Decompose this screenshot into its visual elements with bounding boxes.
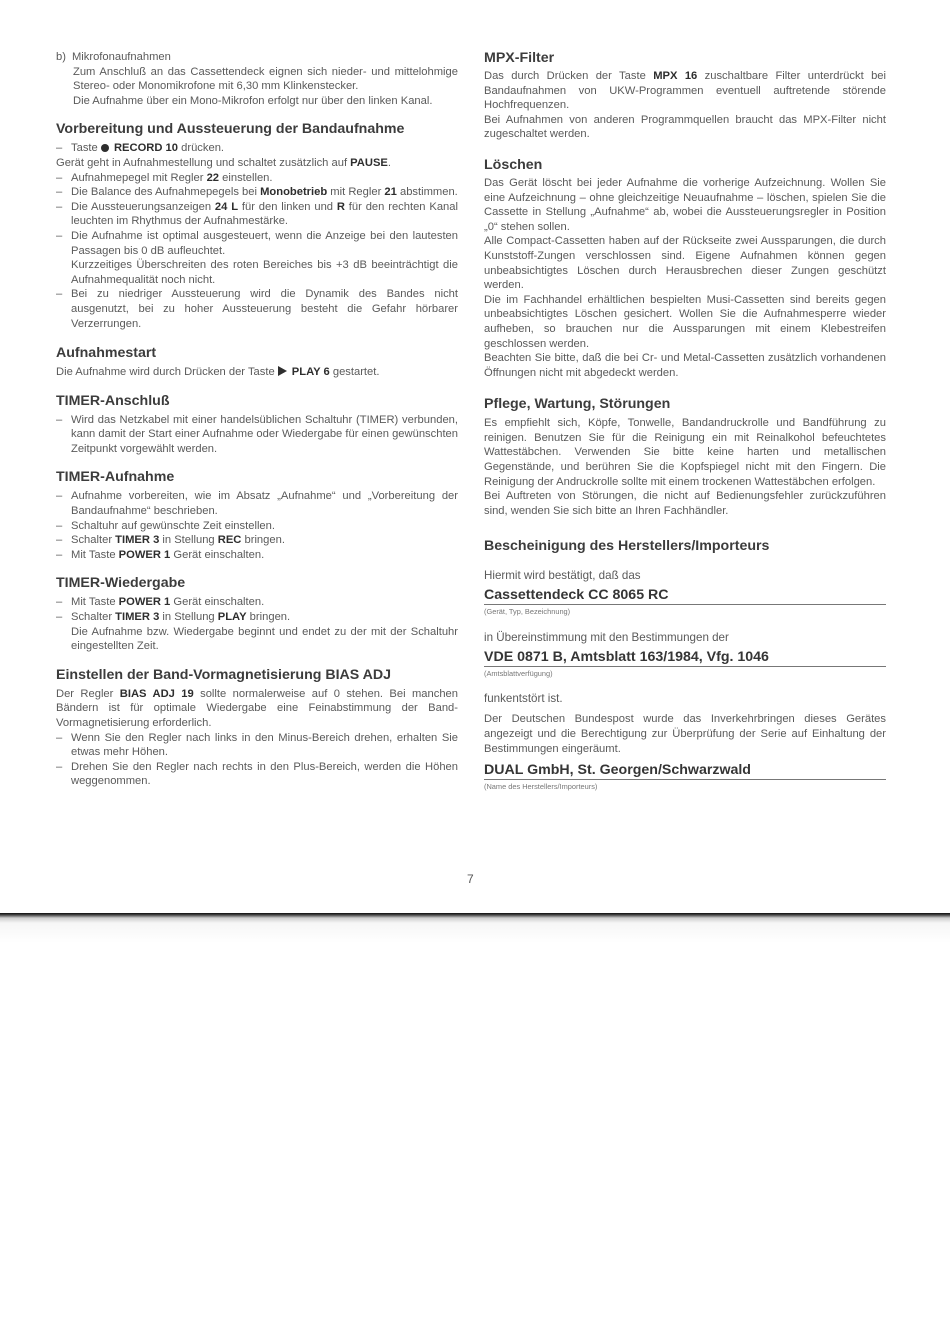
certificate-text: Der Deutschen Bundespost wurde das Inverkehrbringen dieses Gerätes angezeigt und die Berechtigung zur Überprüfung der Serie auf Einhaltung der Bestimmungen eingeräumt. <box>484 713 886 755</box>
paragraph: Gerät geht in Aufnahmestellung und schaltet zusätzlich auf PAUSE. <box>56 156 391 169</box>
paragraph: Die Aufnahme wird durch Drücken der Taste PLAY 6 gestartet. <box>56 366 380 379</box>
list-item: – Taste RECORD 10 drücken. <box>56 141 458 156</box>
paragraph: Bei Aufnahmen von anderen Programmquellen braucht das MPX-Filter nicht zugeschaltet werden. <box>484 113 886 141</box>
section-timer-wiedergabe <box>56 575 458 653</box>
paragraph: Die Aufnahme bzw. Wiedergabe beginnt und endet zu der mit der Schaltuhr eingestellten Zeit. <box>71 625 458 653</box>
list-item: – Schalter TIMER 3 in Stellung PLAY bringen. <box>56 610 458 625</box>
list-item: – Bei zu niedriger Aussteuerung wird die Dynamik des Bandes nicht ausgenutzt, bei zu hoher Aussteuerung besteht die Gefahr hörbarer Verzerrungen. <box>56 287 458 331</box>
section-heading: Vorbereitung und Aussteuerung der Bandaufnahme <box>56 121 405 138</box>
section-heading: Löschen <box>484 156 543 173</box>
list-item: – Aufnahmepegel mit Regler 22 einstellen. <box>56 171 458 186</box>
section-loeschen <box>484 157 886 380</box>
paragraph: Es empfiehlt sich, Köpfe, Tonwelle, Bandandruckrolle und Bandführung zu reinigen. Benutzen Sie für die Reinigung ein mit Reinalkohol befeuchtetes Wattestäbchen. Verwenden Sie bitte keine harten und metallischen Gegenstände, und berühren Sie die Kopfspiegel nicht mit den Fingern. Die Reinigung der Andruckrolle sollte mit einem trockenen Wattestäbchen erfolgen. <box>484 417 886 488</box>
list-item: – Schalter TIMER 3 in Stellung REC bringen. <box>56 533 458 548</box>
list-item: – Die Aufnahme ist optimal ausgesteuert, wenn die Anzeige bei den lautesten Passagen bis 0 dB aufleuchtet. <box>56 229 458 258</box>
certificate-text: Hiermit wird bestätigt, daß das <box>484 569 641 583</box>
list-item: – Schaltuhr auf gewünschte Zeit einstellen. <box>56 519 458 534</box>
list-item: – Die Aussteuerungsanzeigen 24 L für den linken und R für den rechten Kanal leuchten im Rhythmus der Aufnahmestärke. <box>56 200 458 229</box>
list-item: – Aufnahme vorbereiten, wie im Absatz „Aufnahme“ und „Vorbereitung der Bandaufnahme“ beschrieben. <box>56 489 458 518</box>
certificate-text: funkentstört ist. <box>484 692 563 706</box>
paragraph: Der Regler BIAS ADJ 19 sollte normalerweise auf 0 stehen. Bei manchen Bändern ist für optimale Wiedergabe eine Feinabstimmung der Band-Vormagnetisierung erforderlich. <box>56 687 459 729</box>
section-vorbereitung <box>56 121 458 331</box>
section-heading: TIMER-Wiedergabe <box>56 575 186 592</box>
paragraph: Kurzzeitiges Überschreiten des roten Bereiches bis +3 dB beeinträchtigt die Aufnahmequalität noch nicht. <box>71 259 458 286</box>
section-timer-aufnahme <box>56 469 458 562</box>
section-timer-anschluss <box>56 393 458 457</box>
manufacturer-name: DUAL GmbH, St. Georgen/Schwarzwald <box>484 762 886 780</box>
device-caption: (Gerät, Typ, Bezeichnung) <box>484 607 571 617</box>
play-triangle-icon <box>278 366 287 376</box>
section-heading: Pflege, Wartung, Störungen <box>484 396 671 413</box>
manufacturer-caption: (Name des Herstellers/Importeurs) <box>484 782 598 792</box>
section-mikrofonaufnahmen <box>56 50 458 108</box>
certificate-text: in Übereinstimmung mit den Bestimmungen der <box>484 631 729 645</box>
section-heading: TIMER-Anschluß <box>56 392 170 409</box>
section-heading: TIMER-Aufnahme <box>56 469 175 486</box>
paragraph: Beachten Sie bitte, daß die bei Cr- und Metal-Cassetten zusätzlich vorhandenen Öffnungen nicht mit abgedeckt werden. <box>484 352 886 379</box>
section-mpx-filter <box>484 50 886 142</box>
norm-reference: VDE 0871 B, Amtsblatt 163/1984, Vfg. 1046 <box>484 649 886 667</box>
section-aufnahmestart <box>56 345 458 380</box>
section-bescheinigung <box>484 538 886 791</box>
list-item: – Die Balance des Aufnahmepegels bei Monobetrieb mit Regler 21 abstimmen. <box>56 185 458 200</box>
list-item: – Mit Taste POWER 1 Gerät einschalten. <box>56 595 458 610</box>
paragraph: Zum Anschluß an das Cassettendeck eignen sich nieder- und mittelohmige Stereo- oder Monomikrofone mit 6,30 mm Klinkenstecker. <box>73 65 458 93</box>
paragraph: Die Aufnahme über ein Mono-Mikrofon erfolgt nur über den linken Kanal. <box>73 94 433 107</box>
subsection-title: Mikrofonaufnahmen <box>71 51 171 63</box>
item-label: b) <box>56 51 66 63</box>
paragraph: Alle Compact-Cassetten haben auf der Rückseite zwei Aussparungen, die durch Kunststoff-Zungen verschlossen sind. Eigene Aufnahmen können gegen unbeabsichtigtes Löschen durch Herausbrechen dieser Zungen geschützt werden. <box>484 235 886 292</box>
paragraph: Das Gerät löscht bei jeder Aufnahme die vorherige Aufzeichnung. Wollen Sie eine Aufzeichnung – ohne gleichzeitige Neuaufnahme – löschen, spielen Sie die Cassette in Stellung „Aufnahme“ ab, wobei die Aussteuerungsregler in Position „0“ stehen sollen. <box>484 176 886 233</box>
section-heading: Bescheinigung des Herstellers/Importeurs <box>484 538 770 555</box>
record-dot-icon <box>101 144 109 152</box>
section-pflege <box>484 396 886 518</box>
left-column <box>56 50 458 789</box>
list-item: – Drehen Sie den Regler nach rechts in den Plus-Bereich, werden die Höhen weggenommen. <box>56 760 458 789</box>
list-item: – Wird das Netzkabel mit einer handelsüblichen Schaltuhr (TIMER) verbunden, kann damit der Start einer Aufnahme oder Wiedergabe für einen gewünschten Zeitpunkt vorgewählt werden. <box>56 413 458 457</box>
section-heading: Einstellen der Band-Vormagnetisierung BIAS ADJ <box>56 666 392 683</box>
list-item: – Wenn Sie den Regler nach links in den Minus-Bereich drehen, erhalten Sie etwas mehr Höhen. <box>56 731 458 760</box>
right-column <box>484 50 886 791</box>
device-name: Cassettendeck CC 8065 RC <box>484 587 886 605</box>
norm-caption: (Amtsblattverfügung) <box>484 669 553 679</box>
scan-edge-shadow <box>0 913 950 1343</box>
list-item: – Mit Taste POWER 1 Gerät einschalten. <box>56 548 458 563</box>
section-heading: MPX-Filter <box>484 50 555 66</box>
page-number: 7 <box>467 872 474 886</box>
paragraph: Das durch Drücken der Taste MPX 16 zuschaltbare Filter unterdrückt bei Bandaufnahmen von UKW-Programmen eventuell auftretende störende Hochfrequenzen. <box>484 70 886 112</box>
paragraph: Bei Auftreten von Störungen, die nicht auf Bedienungsfehler zurückzuführen sind, wenden Sie sich bitte an Ihren Fachhändler. <box>484 490 886 517</box>
section-heading: Aufnahmestart <box>56 345 157 362</box>
section-bias-adj <box>56 667 458 789</box>
paragraph: Die im Fachhandel erhältlichen bespielten Musi-Cassetten sind bereits gegen unbeabsichtigtes Löschen gesichert. Wollen Sie die Aufnahmesperre wieder aufheben, so brauchen nur die Aussparungen mit einem Klebestreifen geschlossen werden. <box>484 293 886 350</box>
